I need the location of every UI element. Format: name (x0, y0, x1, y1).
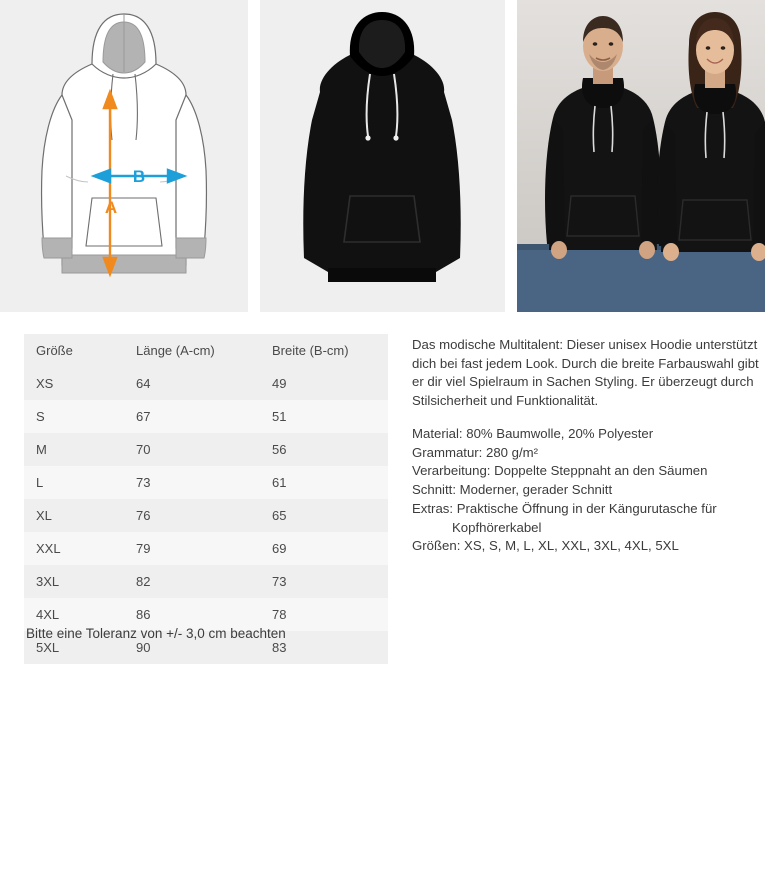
spec-weight: Grammatur: 280 g/m² (412, 444, 539, 460)
table-row (24, 433, 388, 466)
spec-extras-cont: Kopfhörerkabel (452, 519, 542, 535)
cell-size: XXL (36, 541, 61, 556)
product-photo-card (260, 0, 505, 312)
table-row (24, 367, 388, 400)
cell-width: 49 (272, 376, 287, 391)
cell-width: 65 (272, 508, 287, 523)
spec-extras: Extras: Praktische Öffnung in der Kängurutasche für (412, 500, 717, 516)
cell-size: 3XL (36, 574, 60, 589)
label-b: B (132, 167, 146, 186)
table-row (24, 565, 388, 598)
size-table (24, 334, 388, 664)
cell-width: 69 (272, 541, 287, 556)
product-description (412, 336, 760, 556)
table-row (24, 532, 388, 565)
spec-material: Material: 80% Baumwolle, 20% Polyester (412, 425, 654, 441)
cell-length: 86 (136, 607, 151, 622)
spec-sizes: Größen: XS, S, M, L, XL, XXL, 3XL, 4XL, 5XL (412, 538, 679, 554)
column-header-length: Länge (A-cm) (136, 343, 215, 358)
cell-width: 73 (272, 574, 287, 589)
spec-processing: Verarbeitung: Doppelte Steppnaht an den Säumen (412, 463, 708, 479)
model-photo-card (517, 0, 765, 312)
cell-length: 79 (136, 541, 151, 556)
table-header-row (24, 334, 388, 367)
cell-size: XL (36, 508, 52, 523)
label-a: A (104, 198, 118, 217)
product-photo-svg (260, 0, 505, 312)
cell-length: 76 (136, 508, 151, 523)
column-header-width: Breite (B-cm) (272, 343, 349, 358)
cell-width: 51 (272, 409, 287, 424)
table-row (24, 466, 388, 499)
cell-width: 56 (272, 442, 287, 457)
cell-size: L (36, 475, 44, 490)
technical-drawing-card (0, 0, 248, 312)
cell-length: 64 (136, 376, 151, 391)
cell-size: XS (36, 376, 54, 391)
column-header-size: Größe (36, 343, 73, 358)
cell-length: 73 (136, 475, 151, 490)
description-intro: Das modische Multitalent: Dieser unisex Hoodie unterstützt dich bei fast jedem Look. Durch die breite Farbauswahl gibt er dir viel Spielraum in Sachen Styling. Er überzeugt durch Stilsicherheit und Funktionalität. (412, 337, 759, 409)
technical-drawing-svg (0, 0, 248, 312)
cell-length: 90 (136, 640, 151, 655)
image-row (0, 0, 777, 312)
spec-cut: Schnitt: Moderner, gerader Schnitt (412, 482, 613, 498)
cell-width: 78 (272, 607, 287, 622)
cell-width: 83 (272, 640, 287, 655)
cell-length: 70 (136, 442, 151, 457)
cell-size: M (36, 442, 47, 457)
model-photo-svg (517, 0, 765, 312)
cell-length: 82 (136, 574, 151, 589)
cell-size: S (36, 409, 45, 424)
table-row (24, 499, 388, 532)
tolerance-note: Bitte eine Toleranz von +/- 3,0 cm beachten (26, 626, 286, 641)
cell-size: 5XL (36, 640, 60, 655)
cell-width: 61 (272, 475, 287, 490)
cell-size: 4XL (36, 607, 60, 622)
table-row (24, 400, 388, 433)
cell-length: 67 (136, 409, 151, 424)
